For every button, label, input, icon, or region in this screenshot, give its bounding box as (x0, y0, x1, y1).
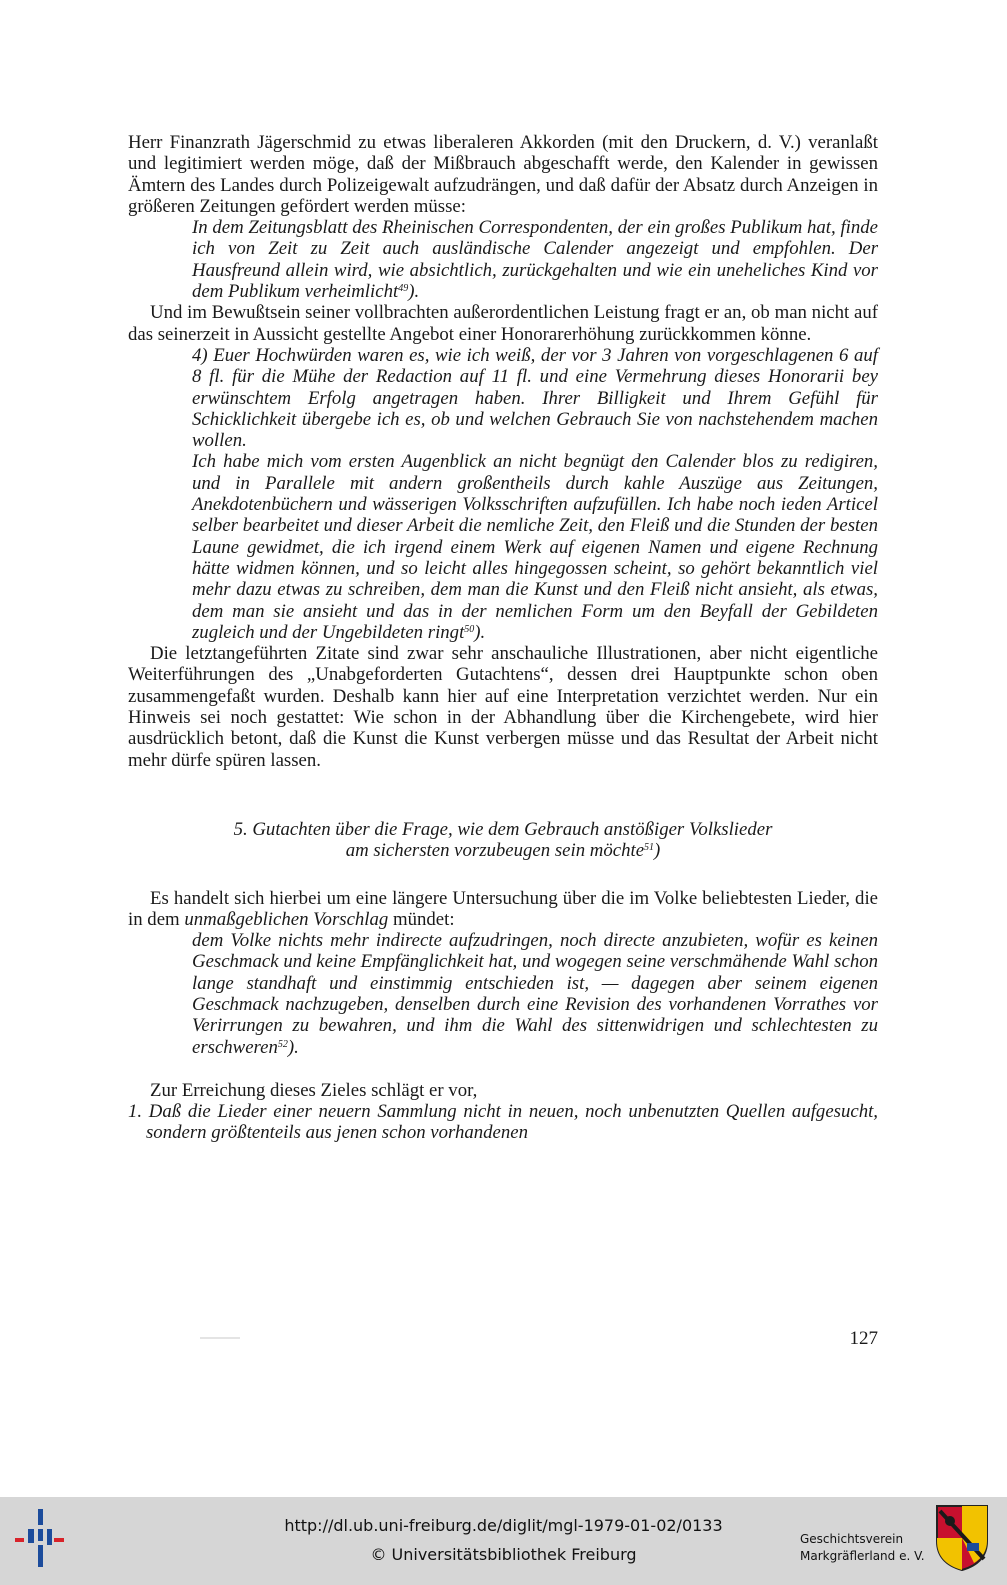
footnote-ref-49: 49 (398, 283, 409, 295)
quote-2a: 4) Euer Hochwürden waren es, wie ich weiß, der vor 3 Jahren von vorgeschlagenen 6 auf 8 fl. für die Mühe der Redaction auf 11 fl. und eine Vermehrung dieses Honorarii bey erwünschtem Erfolg angetragen haben. Ihrer Billigkeit und Ihrem Gefühl für Schicklichkeit übergebe ich es, ob und welchen Gebrauch Sie von nachstehendem machen wollen. (192, 344, 878, 452)
scan-mark (200, 1337, 240, 1339)
section-heading (128, 819, 878, 862)
quote-2 (192, 345, 878, 643)
quote-1-end: ). (408, 281, 420, 303)
quote-1-text: In dem Zeitungsblatt des Rheinischen Correspondenten, der ein großes Publikum hat, finde ich von Zeit zu Zeit auch ausländische Calender angezeigt und empfohlen. Der Hausfreund allein wird, wie absichtlich, zurückgehalten und wie ein uneheliches Kind vor dem Publikum verheimlicht (192, 217, 878, 303)
paragraph-2 (128, 302, 878, 345)
quote-3 (192, 930, 878, 1058)
list-item-1 (128, 1101, 878, 1144)
section-heading-end: ) (654, 840, 661, 862)
paragraph-3-text: Die letztangeführten Zitate sind zwar sehr anschauliche Illustrationen, aber nicht eigentliche Weiterführungen des „Unabgeforderten Gutachtens“, dessen drei Hauptpunkte schon oben zusammengefaßt wurden. Deshalb kann hier auf eine Interpretation verzichtet werden. Nur ein Hinweis sei noch gestattet: Wie schon in der Abhandlung über die Kirchengebete, wird hier ausdrücklich betont, daß die Kunst die Kunst verbergen müsse und das Resultat der Arbeit nicht mehr dürfe spüren lassen. (128, 643, 878, 771)
quote-1 (192, 217, 878, 302)
paragraph-1-text: Herr Finanzrath Jägerschmid zu etwas liberaleren Akkorden (mit den Druckern, d. V.) veranlaßt und legitimiert werden möge, daß der Mißbrauch abgeschafft werde, den Kalender in gewissen Ämtern des Landes durch Polizeigewalt aufzudrängen, und daß dafür der Absatz durch Anzeigen in größeren Zeitungen gefördert werden müsse: (128, 132, 878, 217)
paragraph-3 (128, 643, 878, 771)
section-heading-line-1: 5. Gutachten über die Frage, wie dem Gebrauch anstößiger Volkslieder (233, 818, 773, 840)
footnote-ref-52: 52 (277, 1038, 288, 1050)
coat-of-arms-icon (934, 1503, 990, 1573)
paragraph-4-end: mündet: (388, 908, 455, 930)
footnote-ref-51: 51 (644, 842, 655, 854)
paragraph-5-text: Zur Erreichung dieses Zieles schlägt er vor, (150, 1079, 478, 1101)
paragraph-5 (128, 1080, 878, 1101)
paragraph-4-italic: unmaßgeblichen Vorschlag (184, 908, 389, 930)
page-number: 127 (849, 1328, 878, 1349)
paragraph-2-text: Und im Bewußtsein seiner vollbrachten außerordentlichen Leistung fragt er an, ob man nicht auf das seinerzeit in Aussicht gestellte Angebot einer Honorarerhöhung zurückkommen könne. (128, 302, 878, 345)
footnote-ref-50: 50 (464, 623, 475, 635)
quote-3-text: dem Volke nichts mehr indirecte aufzudringen, noch directe anzubieten, wofür es keinen Geschmack und keine Empfänglichkeit hat, und wogegen seine verschmähende Wahl schon lange standhaft und einstimmig entschieden ist, — dagegen aber seinem eigenen Geschmack nachzugeben, denselben durch eine Revision des vorhandenen Vorrathes vor Verirrungen zu bewahren, und ihm die Wahl des sittenwidrigen und schlechtesten zu erschweren (192, 930, 878, 1058)
society-name-line-1: Geschichtsverein (800, 1532, 904, 1546)
paragraph-1 (128, 132, 878, 217)
permalink-url[interactable]: http://dl.ub.uni-freiburg.de/diglit/mgl-1979-01-02/0133 (284, 1516, 723, 1535)
list-item-1-text: 1. Daß die Lieder einer neuern Sammlung nicht in neuen, noch unbenutzten Quellen aufgesucht, sondern größtenteils aus jenen schon vorhandenen (128, 1101, 878, 1144)
section-heading-line-2: am sichersten vorzubeugen sein möchte (345, 840, 645, 862)
viewer-footer (0, 1497, 1007, 1585)
paragraph-4 (128, 888, 878, 931)
society-name (800, 1531, 925, 1565)
quote-2-end: ). (474, 621, 486, 643)
paragraph-4-start: Es handelt sich hierbei um eine längere Untersuchung über die im Volke beliebtesten Lieder, die in dem (128, 887, 878, 930)
quote-3-end: ). (287, 1036, 299, 1058)
society-name-line-2: Markgräflerland e. V. (800, 1549, 925, 1563)
copyright-notice: © Universitätsbibliothek Freiburg (370, 1545, 637, 1564)
document-page (128, 132, 878, 1144)
quote-2b-text: Ich habe mich vom ersten Augenblick an nicht begnügt den Calender blos zu redigiren, und in Parallele mit andern großentheils durch kahle Auszüge aus Zeitungen, Anekdotenbüchern und wässerigen Volksschriften aufzufüllen. Ich habe noch ieden Articel selber bearbeitet und dieser Arbeit die nemliche Zeit, den Fleiß und die Stunden der besten Laune gewidmet, die ich irgend einem Werk auf eigenen Namen und eigene Rechnung hätte widmen können, und so leicht alles hingegossen scheint, so gehört bekanntlich viel mehr dazu etwas zu schreiben, dem man die Kunst und den Fleiß nicht ansieht, als etwas, dem man sie ansieht und das in der nemlichen Form um den Beyfall der Gebildeten zugleich und der Ungebildeten ringt (192, 451, 878, 643)
